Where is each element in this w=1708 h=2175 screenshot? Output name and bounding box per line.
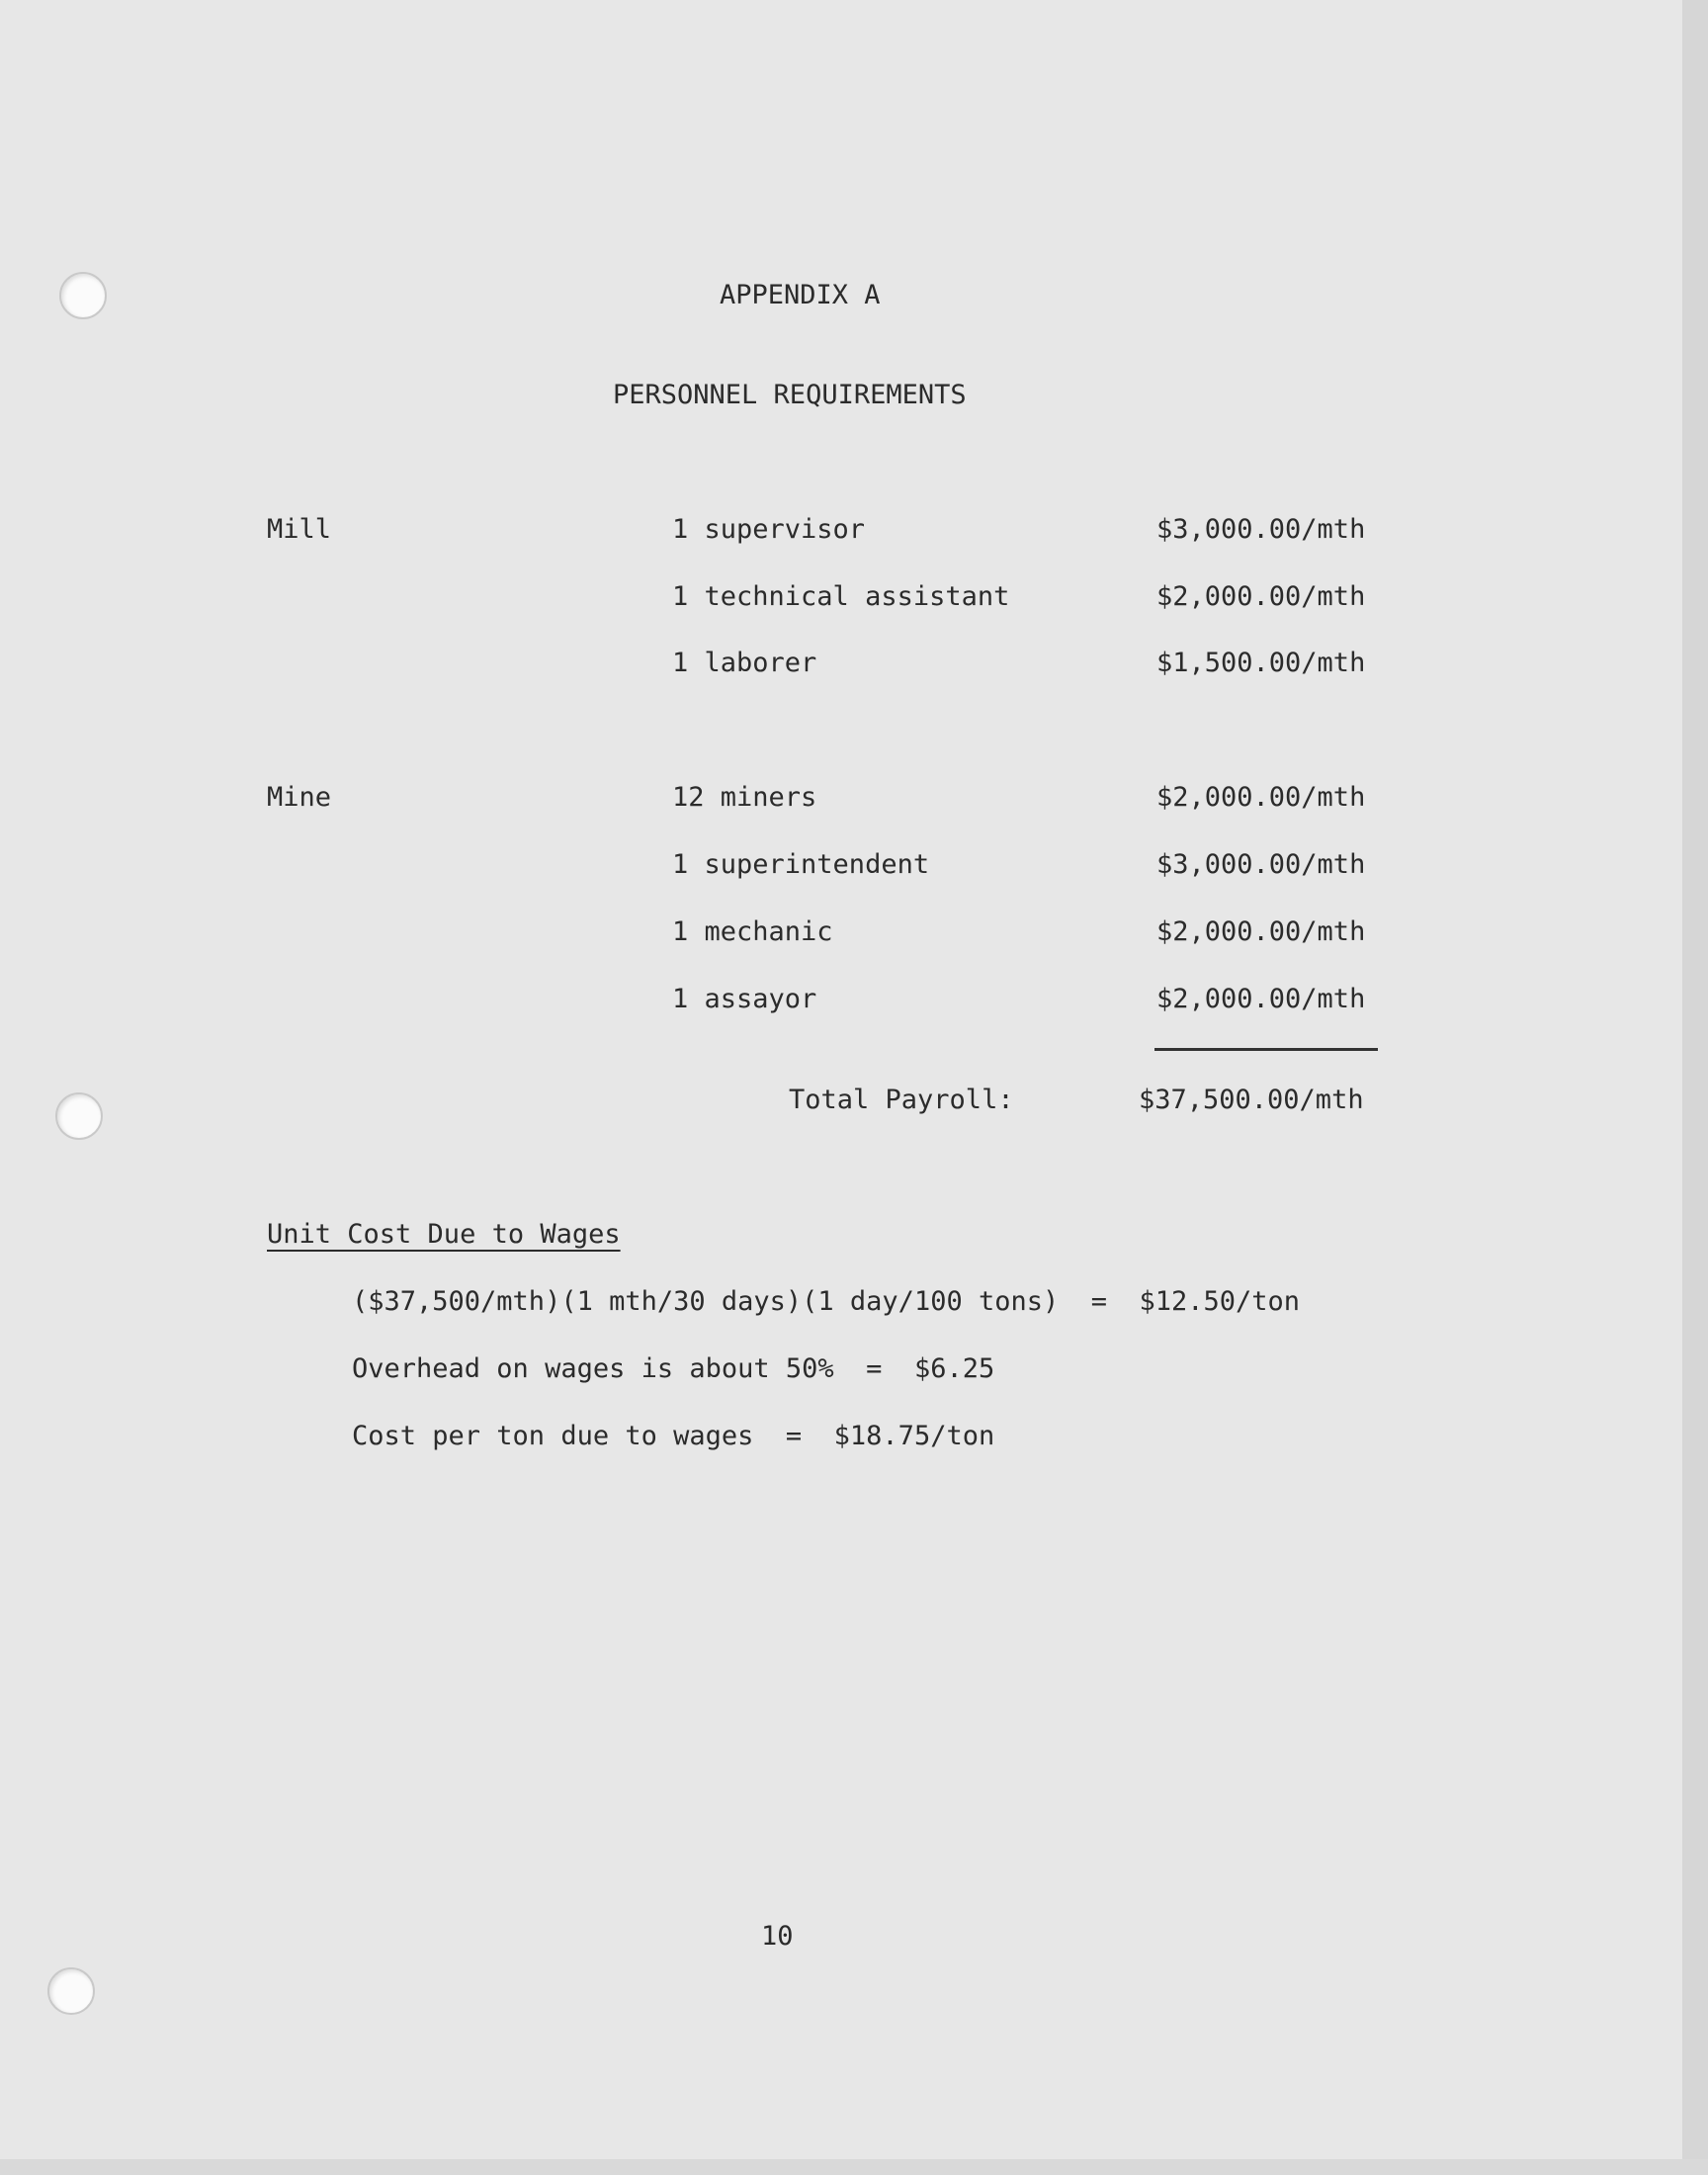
page-number: 10 — [761, 1921, 794, 1952]
unit-cost-line-2: Overhead on wages is about 50% = $6.25 — [352, 1353, 995, 1384]
mine-pay-1: $2,000.00/mth — [1156, 782, 1366, 813]
page-title: PERSONNEL REQUIREMENTS — [613, 380, 967, 410]
mine-position-4: 1 assayor — [672, 984, 817, 1014]
binder-hole-bottom — [47, 1967, 95, 2015]
mill-pay-3: $1,500.00/mth — [1156, 648, 1366, 678]
mine-position-3: 1 mechanic — [672, 916, 833, 947]
appendix-heading: APPENDIX A — [720, 280, 881, 310]
mill-position-3: 1 laborer — [672, 648, 817, 678]
total-rule — [1154, 1048, 1378, 1051]
unit-cost-line-1: ($37,500/mth)(1 mth/30 days)(1 day/100 tons) = $12.50/ton — [352, 1286, 1301, 1317]
unit-cost-line-3: Cost per ton due to wages = $18.75/ton — [352, 1421, 995, 1451]
total-label: Total Payroll: — [789, 1085, 1014, 1115]
mine-position-2: 1 superintendent — [672, 849, 930, 880]
unit-cost-heading: Unit Cost Due to Wages — [267, 1219, 621, 1250]
mill-pay-2: $2,000.00/mth — [1156, 581, 1366, 612]
page-bottom-edge — [0, 2159, 1708, 2175]
total-value: $37,500.00/mth — [1139, 1085, 1364, 1115]
section-label-mill: Mill — [267, 514, 332, 545]
binder-hole-top — [59, 272, 107, 319]
mine-pay-4: $2,000.00/mth — [1156, 984, 1366, 1014]
mine-position-1: 12 miners — [672, 782, 817, 813]
mill-position-1: 1 supervisor — [672, 514, 866, 545]
page-edge-shadow — [1682, 0, 1708, 2175]
mill-pay-1: $3,000.00/mth — [1156, 514, 1366, 545]
mine-pay-2: $3,000.00/mth — [1156, 849, 1366, 880]
mill-position-2: 1 technical assistant — [672, 581, 1010, 612]
binder-hole-middle — [55, 1092, 103, 1140]
mine-pay-3: $2,000.00/mth — [1156, 916, 1366, 947]
section-label-mine: Mine — [267, 782, 332, 813]
